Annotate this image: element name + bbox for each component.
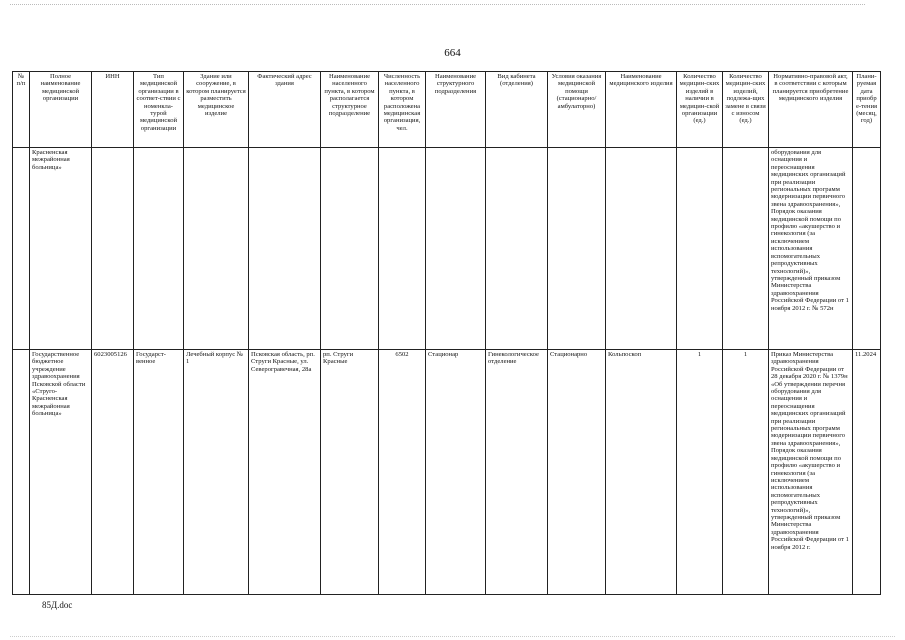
cell-qty-have: 1 <box>677 350 723 595</box>
col-header-unit: Наименование структурного подразделения <box>426 72 486 148</box>
col-header-address: Фактический адрес здания <box>249 72 321 148</box>
col-header-date: Плани-руемая дата приобре-тения (месяц, год) <box>853 72 881 148</box>
cell-date <box>853 148 881 350</box>
cell-num <box>13 148 30 350</box>
table-row <box>13 350 881 595</box>
cell-building: Лечебный корпус № 1 <box>184 350 249 595</box>
cell-unit <box>426 148 486 350</box>
equipment-table <box>12 71 881 595</box>
cell-cabinet: Гинекологическое отделение <box>486 350 548 595</box>
cell-conditions: Стационарно <box>548 350 606 595</box>
cell-inn <box>92 148 134 350</box>
col-header-qty-replace: Количество медицин-ских изделий, подлежа-щих замене в связи с износом (ед.) <box>723 72 769 148</box>
col-header-building: Здание или сооружение, в котором планируется разместить медицинское изделие <box>184 72 249 148</box>
cell-org: Государственное бюджетное учреждение здравоохранения Псковской области «Струго-Красненская межрайонная больница» <box>30 350 92 595</box>
cell-population <box>379 148 426 350</box>
cell-org: Красненская межрайонная больница» <box>30 148 92 350</box>
cell-population: 6502 <box>379 350 426 595</box>
cell-num <box>13 350 30 595</box>
cell-building <box>184 148 249 350</box>
col-header-cabinet: Вид кабинета (отделения) <box>486 72 548 148</box>
cell-inn: 6023005126 <box>92 350 134 595</box>
col-header-device: Наименование медицинского изделия <box>606 72 677 148</box>
cell-act: оборудования для оснащения и переоснащения медицинских организаций при реализации региональных программ модернизации первичного звена здравоохранения», Порядок оказания медицинской помощи по профилю «акушерство и гинекология (за исключением использования вспомогательных репродуктивных технологий)», утвержденный приказом Министерства здравоохранения Российской Федерации от 1 ноября 2012 г. № 572н <box>769 148 853 350</box>
col-header-act: Нормативно-правовой акт, в соответствии с которым планируется приобретение медицинского изделия <box>769 72 853 148</box>
col-header-type: Тип медицинской организации в соответ-ствии с номенкла-турой медицинской организации <box>134 72 184 148</box>
cell-qty-replace: 1 <box>723 350 769 595</box>
col-header-population: Численность населенного пункта, в котором расположена медицинская организация, чел. <box>379 72 426 148</box>
cell-act: Приказ Министерства здравоохранения Российской Федерации от 28 декабря 2020 г. № 1379н «Об утверждении перечня оборудования для оснащения и переоснащения медицинских организаций при реализации региональных программ модернизации первичного звена здравоохранения», Порядок оказания медицинской помощи по профилю «акушерство и гинекология (за исключением использования вспомогательных репродуктивных технологий)», утвержденный приказом Министерства здравоохранения Российской Федерации от 1 ноября 2012 г. <box>769 350 853 595</box>
table-header-row <box>13 72 881 148</box>
cell-date: 11.2024 <box>853 350 881 595</box>
col-header-org: Полное наименование медицинской организации <box>30 72 92 148</box>
cell-device: Кольпоскоп <box>606 350 677 595</box>
table-row <box>13 148 881 350</box>
cell-address <box>249 148 321 350</box>
scan-top-edge <box>10 4 865 8</box>
cell-settlement: рп. Струги Красные <box>321 350 379 595</box>
cell-device <box>606 148 677 350</box>
cell-address: Псковская область, рп. Струги Красные, ул. Северогравечная, 28а <box>249 350 321 595</box>
col-header-conditions: Условия оказания медицинской помощи (стационарно/ амбулаторно) <box>548 72 606 148</box>
cell-type <box>134 148 184 350</box>
scan-bottom-edge <box>10 634 895 637</box>
cell-qty-replace <box>723 148 769 350</box>
col-header-inn: ИНН <box>92 72 134 148</box>
cell-qty-have <box>677 148 723 350</box>
col-header-num: № п/п <box>13 72 30 148</box>
cell-cabinet <box>486 148 548 350</box>
page-number: 664 <box>444 47 461 59</box>
col-header-settlement: Наименование населенного пункта, в котором располагается структурное подразделение <box>321 72 379 148</box>
cell-conditions <box>548 148 606 350</box>
footer-filename: 85Д.doc <box>42 600 73 610</box>
cell-unit: Стационар <box>426 350 486 595</box>
cell-settlement <box>321 148 379 350</box>
col-header-qty-have: Количество медицин-ских изделий в наличии в медицин-ской организации (ед.) <box>677 72 723 148</box>
cell-type: Государст-венное <box>134 350 184 595</box>
